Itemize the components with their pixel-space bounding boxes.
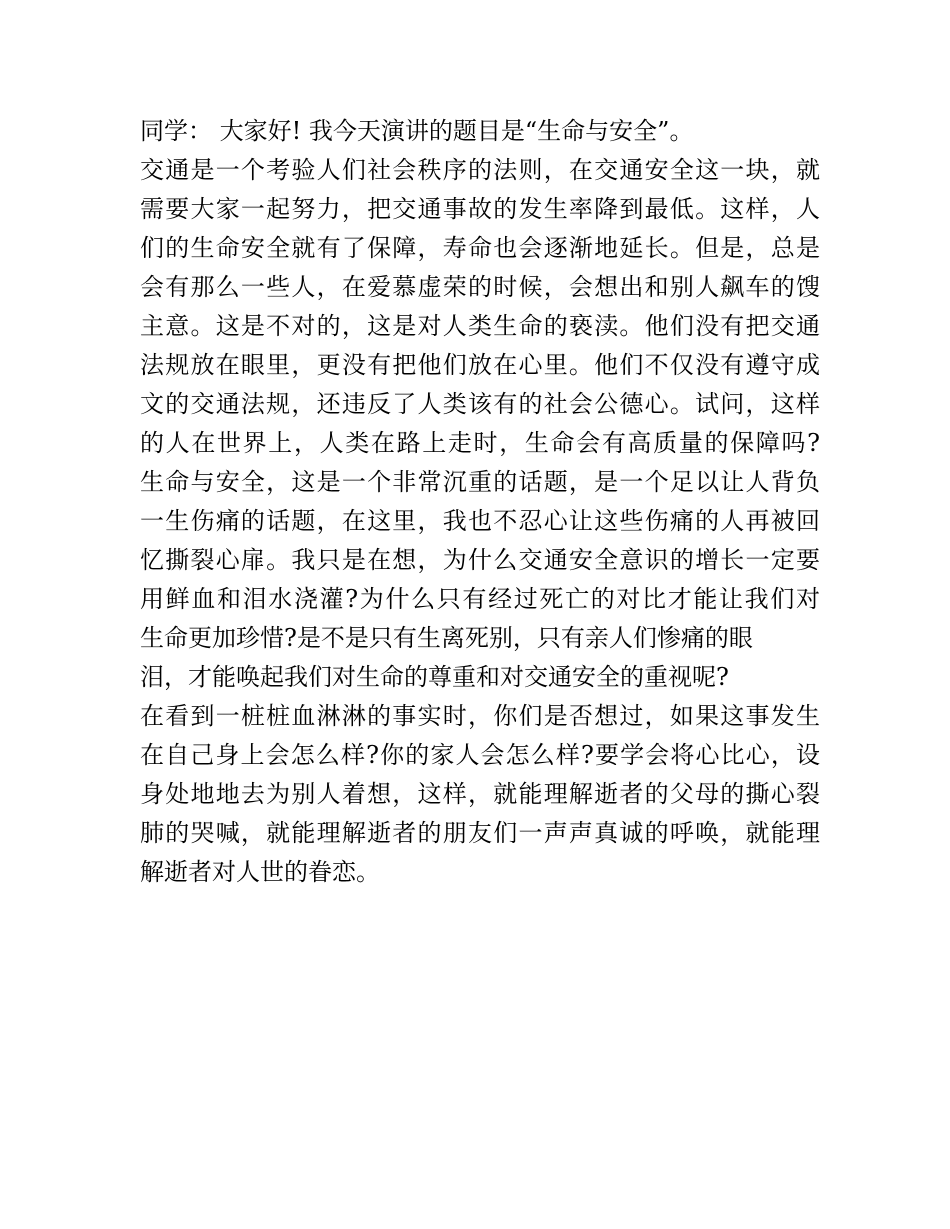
text-line: 的人在世界上，人类在路上走时，生命会有高质量的保障吗?	[140, 429, 820, 457]
text-line: 肺的哭喊，就能理解逝者的朋友们一声声真诚的呼唤，就能理	[140, 819, 820, 847]
text-line: 在自己身上会怎么样?你的家人会怎么样?要学会将心比心，设	[140, 741, 820, 769]
text-line: 们的生命安全就有了保障，寿命也会逐渐地延长。但是，总是	[140, 234, 820, 262]
text-line: 身处地地去为别人着想，这样，就能理解逝者的父母的撕心裂	[140, 780, 820, 808]
text-line: 生命更加珍惜?是不是只有生离死别，只有亲人们惨痛的眼	[140, 624, 753, 652]
text-line: 一生伤痛的话题，在这里，我也不忍心让这些伤痛的人再被回	[140, 507, 820, 535]
text-line: 交通是一个考验人们社会秩序的法则，在交通安全这一块，就	[140, 156, 820, 184]
text-line: 忆撕裂心扉。我只是在想，为什么交通安全意识的增长一定要	[140, 546, 820, 574]
text-line: 解逝者对人世的眷恋。	[140, 858, 380, 886]
paragraph-3	[140, 697, 820, 892]
text-line: 需要大家一起努力，把交通事故的发生率降到最低。这样，人	[140, 195, 820, 223]
text-line: 泪，才能唤起我们对生命的尊重和对交通安全的重视呢?	[140, 663, 729, 691]
text-line: 会有那么一些人，在爱慕虚荣的时候，会想出和别人飙车的馊	[140, 273, 820, 301]
greeting-line: 同学： 大家好! 我今天演讲的题目是“生命与安全”。	[140, 117, 694, 145]
text-line: 在看到一桩桩血淋淋的事实时，你们是否想过，如果这事发生	[140, 702, 820, 730]
text-line: 生命与安全，这是一个非常沉重的话题，是一个足以让人背负	[140, 468, 820, 496]
speech-text	[140, 112, 820, 892]
paragraph-1	[140, 151, 820, 463]
text-line: 用鲜血和泪水浇灌?为什么只有经过死亡的对比才能让我们对	[140, 585, 820, 613]
text-line: 主意。这是不对的，这是对人类生命的亵渎。他们没有把交通	[140, 312, 820, 340]
paragraph-2	[140, 463, 820, 697]
text-line: 法规放在眼里，更没有把他们放在心里。他们不仅没有遵守成	[140, 351, 820, 379]
text-line: 文的交通法规，还违反了人类该有的社会公德心。试问，这样	[140, 390, 820, 418]
